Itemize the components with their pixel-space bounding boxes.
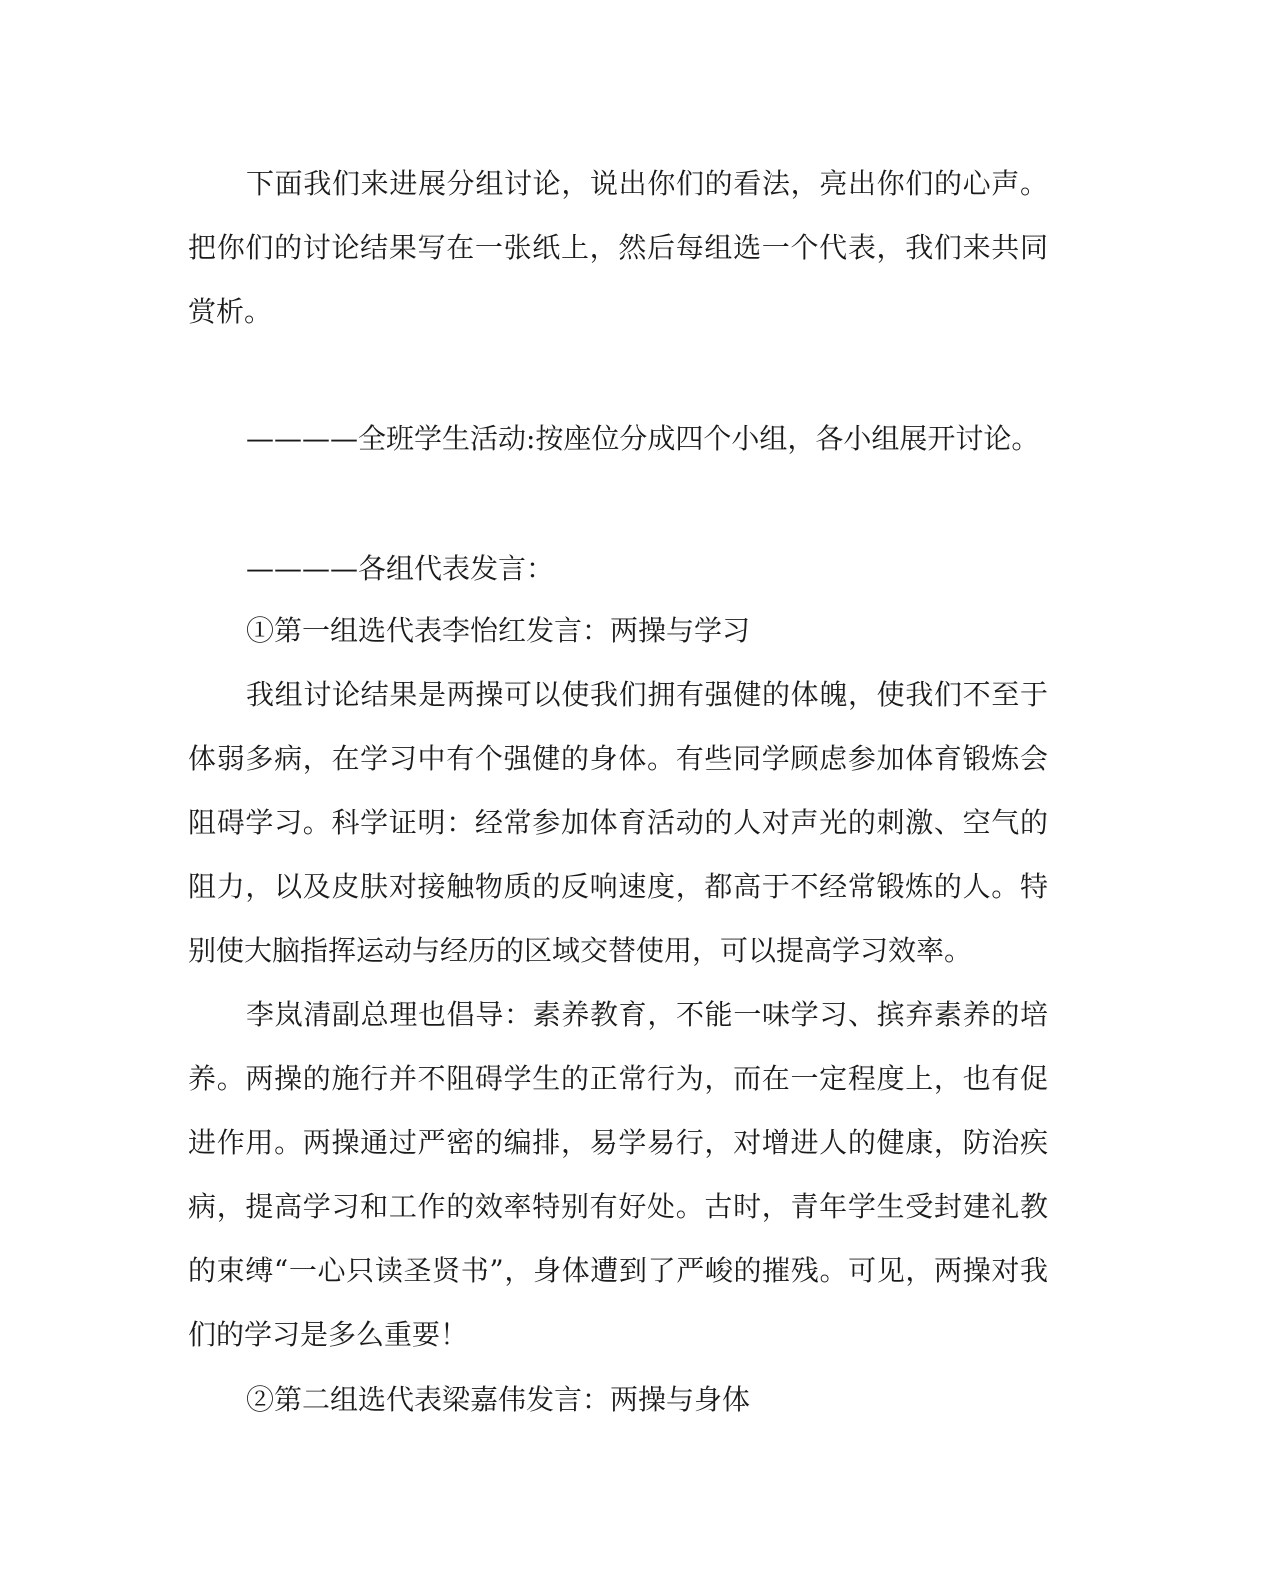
paragraph-class-activity: ————全班学生活动:按座位分成四个小组，各小组展开讨论。 — [246, 422, 1040, 455]
paragraph-group-speeches: ————各组代表发言： — [246, 552, 555, 585]
paragraph-group-one-result: 我组讨论结果是两操可以使我们拥有强健的体魄，使我们不至于体弱多病，在学习中有个强健的身体。有些同学顾虑参加体育锻炼会阻碍学习。科学证明：经常参加体育活动的人对声光的刺激、空气的阻力，以及皮肤对接触物质的反响速度，都高于不经常锻炼的人。特别使大脑指挥运动与经历的区域交替使用，可以提高学习效率。 — [188, 678, 1048, 967]
paragraph-intro: 下面我们来进展分组讨论，说出你们的看法，亮出你们的心声。把你们的讨论结果写在一张纸上，然后每组选一个代表，我们来共同赏析。 — [188, 167, 1048, 328]
heading-group-two: ②第二组选代表梁嘉伟发言：两操与身体 — [246, 1383, 751, 1416]
heading-group-one: ①第一组选代表李怡红发言：两操与学习 — [246, 614, 751, 647]
paragraph-quality-education: 李岚清副总理也倡导：素养教育，不能一味学习、摈弃素养的培养。两操的施行并不阻碍学生的正常行为，而在一定程度上，也有促进作用。两操通过严密的编排，易学易行，对增进人的健康，防治疾病，提高学习和工作的效率特别有好处。古时，青年学生受封建礼教的束缚“一心只读圣贤书”，身体遭到了严峻的摧残。可见，两操对我们的学习是多么重要！ — [188, 998, 1048, 1351]
